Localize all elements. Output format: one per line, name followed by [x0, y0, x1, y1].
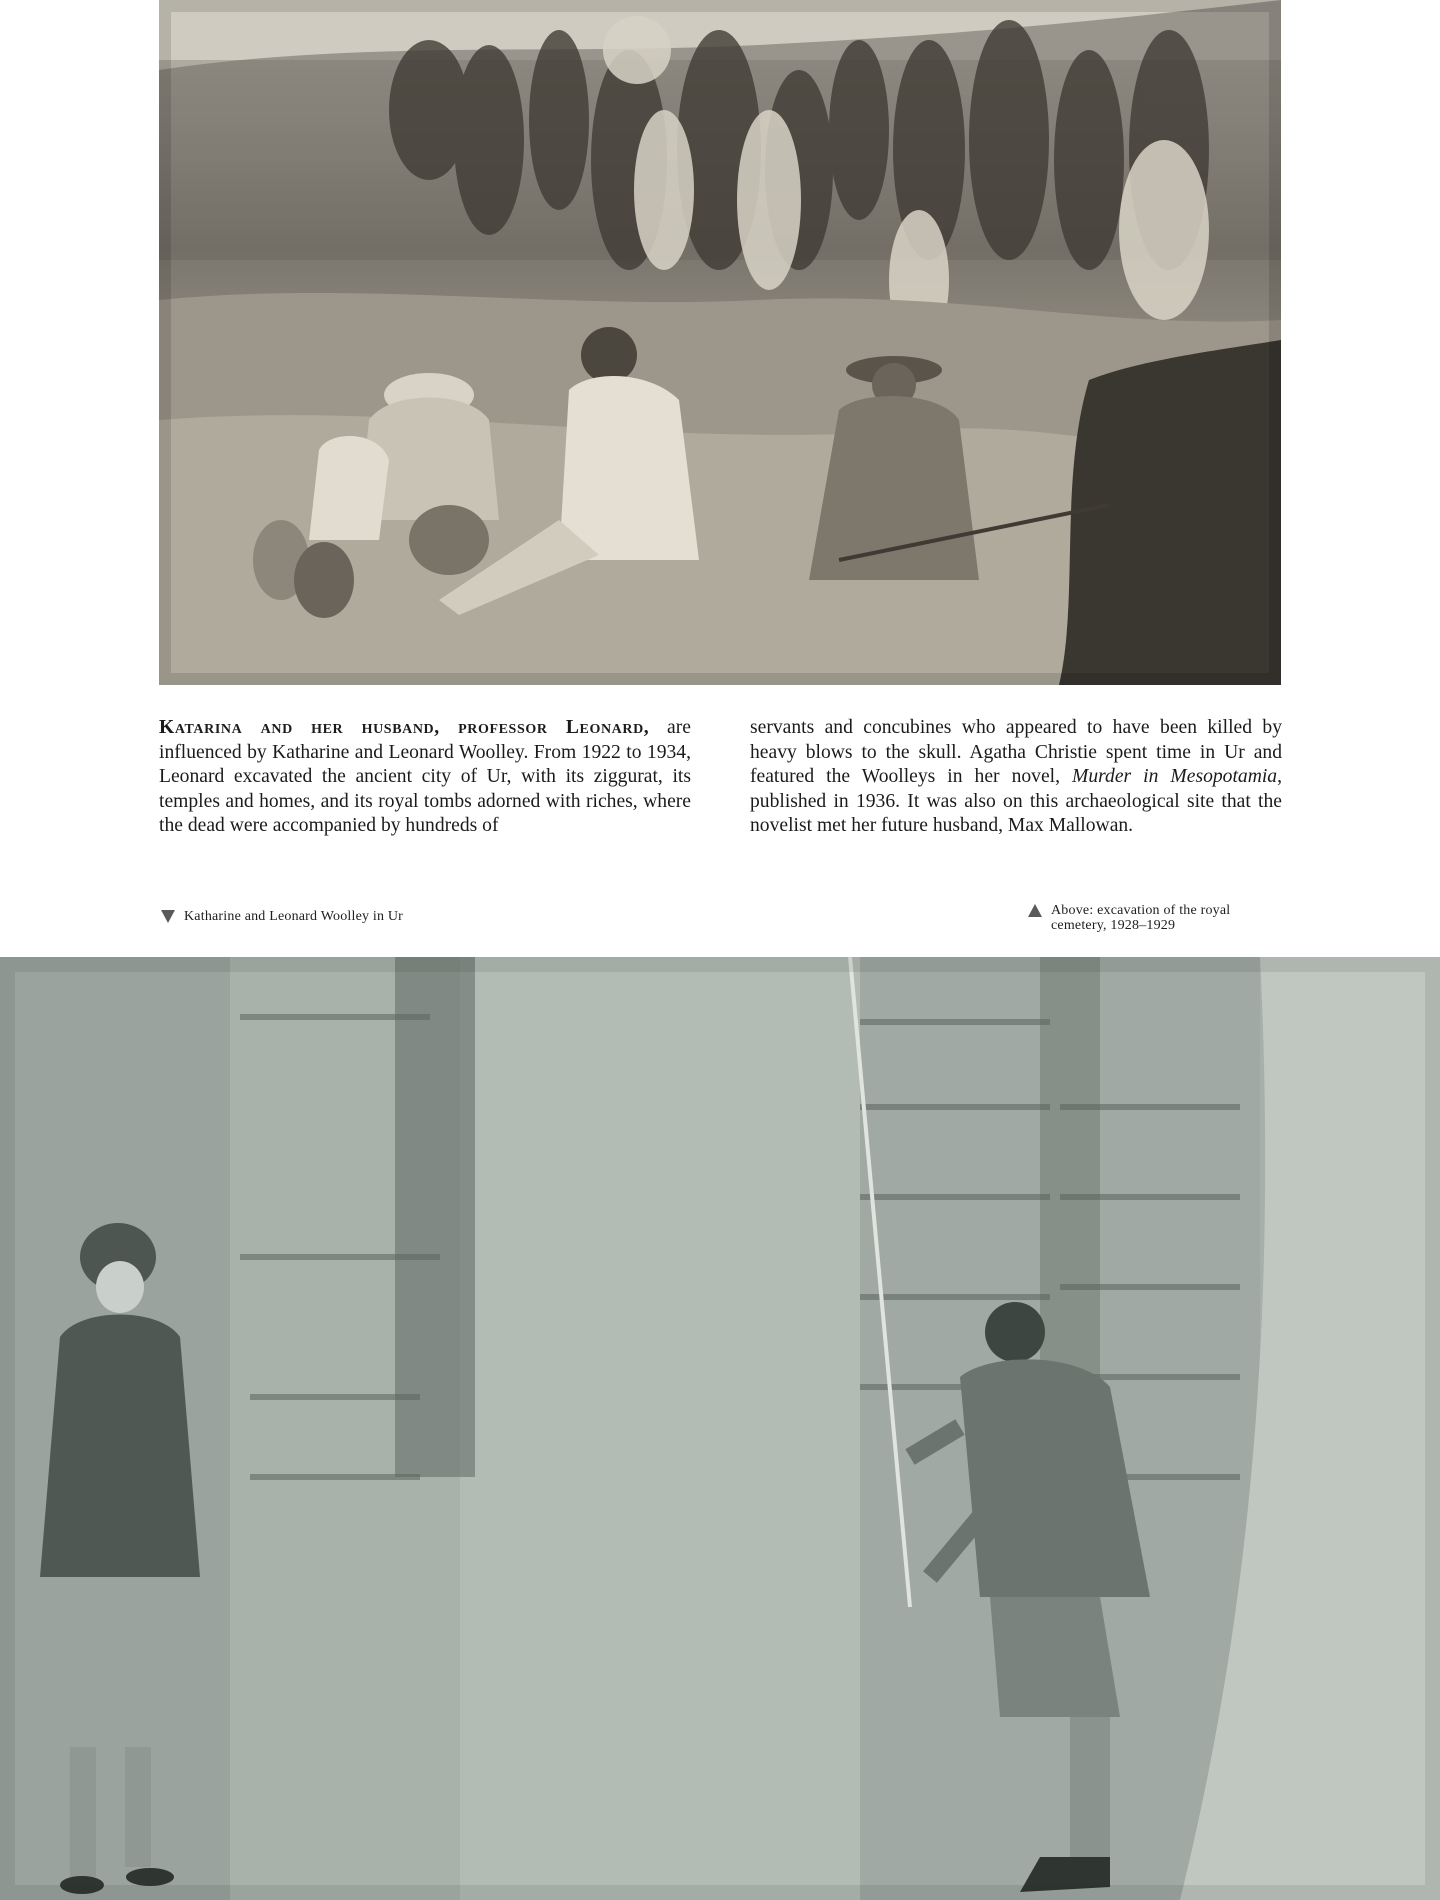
article-lead: Katarina and her husband, professor Leonard, — [159, 717, 650, 738]
excavation-photo-illustration — [159, 0, 1281, 685]
article-column-right — [750, 716, 1282, 839]
article-column-right-text-after: , published in 1936. It was also on this archaeological site that the novelist met her future husband, Max Mallowan. — [750, 766, 1282, 837]
caption-bottom-photo-text: Katharine and Leonard Woolley in Ur — [184, 909, 404, 924]
article-column-right-text-before: servants and concubines who appeared to have been killed by heavy blows to the skull. Agatha Christie spent time in Ur and featured the Woolleys in her novel, — [750, 717, 1282, 788]
novel-title: Murder in Mesopotamia — [1072, 766, 1278, 788]
excavation-photo — [159, 0, 1281, 685]
article-body — [159, 716, 1281, 846]
woolleys-trench-photo — [0, 957, 1440, 1900]
caption-top-photo — [1028, 903, 1278, 933]
article-column-left-text: are influenced by Katharine and Leonard Woolley. From 1922 to 1934, Leonard excavated the ancient city of Ur, with its ziggurat, its temples and homes, and its royal tombs adorned with riches, where the dead were accompanied by hundreds of — [159, 717, 691, 837]
triangle-down-icon — [161, 910, 175, 923]
caption-top-photo-line1: Above: excavation of the royal — [1051, 903, 1231, 918]
triangle-up-icon — [1028, 904, 1042, 917]
article-column-left — [159, 716, 691, 839]
caption-top-photo-line2: cemetery, 1928–1929 — [1051, 918, 1176, 933]
caption-bottom-photo — [161, 909, 403, 924]
woolleys-trench-photo-illustration — [0, 957, 1440, 1900]
caption-top-photo-text — [1051, 903, 1230, 933]
